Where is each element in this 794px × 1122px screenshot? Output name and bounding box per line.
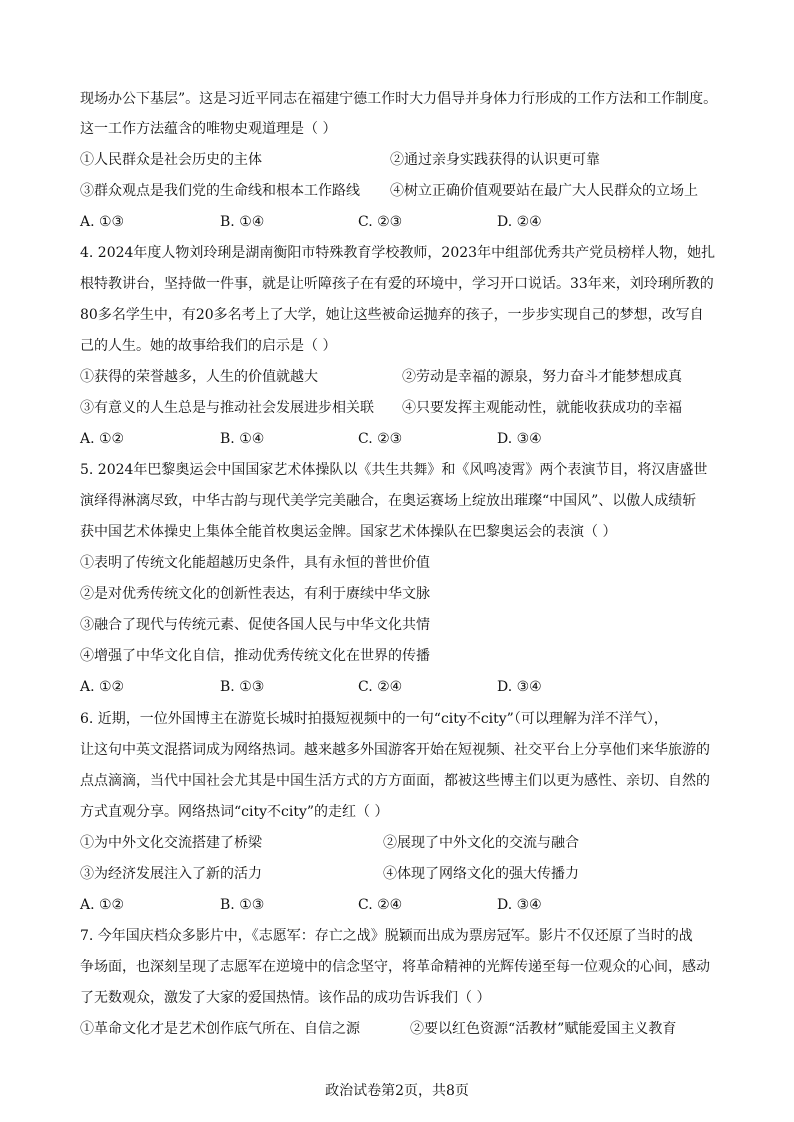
question-3-text-line-1: 现场办公下基层”。这是习近平同志在福建宁德工作时大力倡导并身体力行形成的工作方法和工作制度。 — [80, 91, 718, 107]
question-5-choice-a: A. ①② — [80, 679, 125, 695]
question-6-choice-b: B. ①③ — [220, 897, 265, 913]
question-4-choice-c: C. ②③ — [358, 431, 403, 447]
question-4-choice-a: A. ①② — [80, 431, 125, 447]
question-5-statement-1: ①表明了传统文化能超越历史条件，具有永恒的普世价值 — [80, 555, 430, 571]
question-5-choice-c: C. ②④ — [358, 679, 403, 695]
question-5-choice-b: B. ①③ — [220, 679, 265, 695]
question-5-statement-3: ③融合了现代与传统元素、促使各国人民与中华文化共情 — [80, 617, 430, 633]
question-7-text-line-2: 争场面，也深刻呈现了志愿军在逆境中的信念坚守，将革命精神的光辉传递至每一位观众的心间，感动 — [80, 959, 710, 975]
question-4-choice-b: B. ①④ — [220, 431, 265, 447]
question-6-text-line-3: 点点滴滴，当代中国社会尤其是中国生活方式的方方面面，都被这些博主们以更为感性、亲切、自然的 — [80, 773, 710, 789]
question-6-statement-4: ④体现了网络文化的强大传播力 — [383, 866, 579, 882]
question-6-choice-d: D. ③④ — [497, 897, 542, 913]
question-3-statement-2: ②通过亲身实践获得的认识更可靠 — [390, 152, 600, 168]
question-3-choice-a: A. ①③ — [80, 214, 125, 230]
question-5-statement-2: ②是对优秀传统文化的创新性表达，有利于赓续中华文脉 — [80, 586, 430, 602]
question-6-choice-c: C. ②④ — [358, 897, 403, 913]
question-5-choice-d: D. ③④ — [497, 679, 542, 695]
question-3-choice-d: D. ②④ — [497, 214, 542, 230]
question-7-text-line-3: 了无数观众，激发了大家的爱国热情。该作品的成功告诉我们（ ） — [80, 990, 491, 1006]
question-6-text-line-4: 方式直观分享。网络热词“city不city”的走红（ ） — [80, 804, 389, 820]
question-6-choice-a: A. ①② — [80, 897, 125, 913]
question-7-text-line-1: 7. 今年国庆档众多影片中，《志愿军：存亡之战》脱颖而出成为票房冠军。影片不仅还原了当时的战 — [80, 928, 693, 944]
question-4-text-line-4: 己的人生。她的故事给我们的启示是（ ） — [80, 338, 337, 354]
question-3-choice-b: B. ①④ — [220, 214, 265, 230]
question-3-statement-3: ③群众观点是我们党的生命线和根本工作路线 — [80, 183, 360, 199]
question-4-statement-3: ③有意义的人生总是与推动社会发展进步相关联 — [80, 400, 374, 416]
question-5-text-line-3: 获中国艺术体操史上集体全能首枚奥运金牌。国家艺术体操队在巴黎奥运会的表演（ ） — [80, 524, 617, 540]
question-3-statement-4: ④树立正确价值观要站在最广大人民群众的立场上 — [390, 183, 698, 199]
question-6-statement-3: ③为经济发展注入了新的活力 — [80, 866, 262, 882]
question-5-statement-4: ④增强了中华文化自信，推动优秀传统文化在世界的传播 — [80, 648, 430, 664]
question-6-statement-1: ①为中外文化交流搭建了桥梁 — [80, 835, 262, 851]
question-7-statement-2: ②要以红色资源“活教材”赋能爱国主义教育 — [410, 1021, 677, 1037]
question-3-statement-1: ①人民群众是社会历史的主体 — [80, 152, 262, 168]
question-4-choice-d: D. ③④ — [497, 431, 542, 447]
page-footer: 政治试卷第2页，共8页 — [325, 1083, 469, 1099]
question-3-text-line-2: 这一工作方法蕴含的唯物史观道理是（ ） — [80, 121, 337, 137]
question-4-statement-1: ①获得的荣誉越多，人生的价值就越大 — [80, 369, 318, 385]
question-7-statement-1: ①革命文化才是艺术创作底气所在、自信之源 — [80, 1021, 360, 1037]
question-5-text-line-2: 演绎得淋漓尽致，中华古韵与现代美学完美融合，在奥运赛场上绽放出璀璨“中国风”、以傲人成绩斩 — [80, 493, 697, 509]
question-5-text-line-1: 5. 2024年巴黎奥运会中国国家艺术体操队以《共生共舞》和《风鸣凌霄》两个表演节目，将汉唐盛世 — [80, 462, 708, 478]
question-4-text-line-1: 4. 2024年度人物刘玲琍是湖南衡阳市特殊教育学校教师，2023年中组部优秀共产党员榜样人物，她扎 — [80, 245, 716, 261]
question-6-text-line-1: 6. 近期，一位外国博主在游览长城时拍摄短视频中的一句“city不city”（可以理解为洋不洋气）， — [80, 711, 668, 727]
question-6-statement-2: ②展现了中外文化的交流与融合 — [383, 835, 579, 851]
question-4-statement-2: ②劳动是幸福的源泉，努力奋斗才能梦想成真 — [402, 369, 682, 385]
question-4-text-line-3: 80多名学生中，有20多名考上了大学，她让这些被命运抛弃的孩子，一步步实现自己的梦想，改写自 — [80, 307, 704, 323]
question-4-statement-4: ④只要发挥主观能动性，就能收获成功的幸福 — [402, 400, 682, 416]
question-6-text-line-2: 让这句中英文混搭词成为网络热词。越来越多外国游客开始在短视频、社交平台上分享他们来华旅游的 — [80, 742, 710, 758]
question-3-choice-c: C. ②③ — [358, 214, 403, 230]
question-4-text-line-2: 根特教讲台，坚持做一件事，就是让听障孩子在有爱的环境中，学习开口说话。33年来，刘玲琍所教的 — [80, 276, 714, 292]
